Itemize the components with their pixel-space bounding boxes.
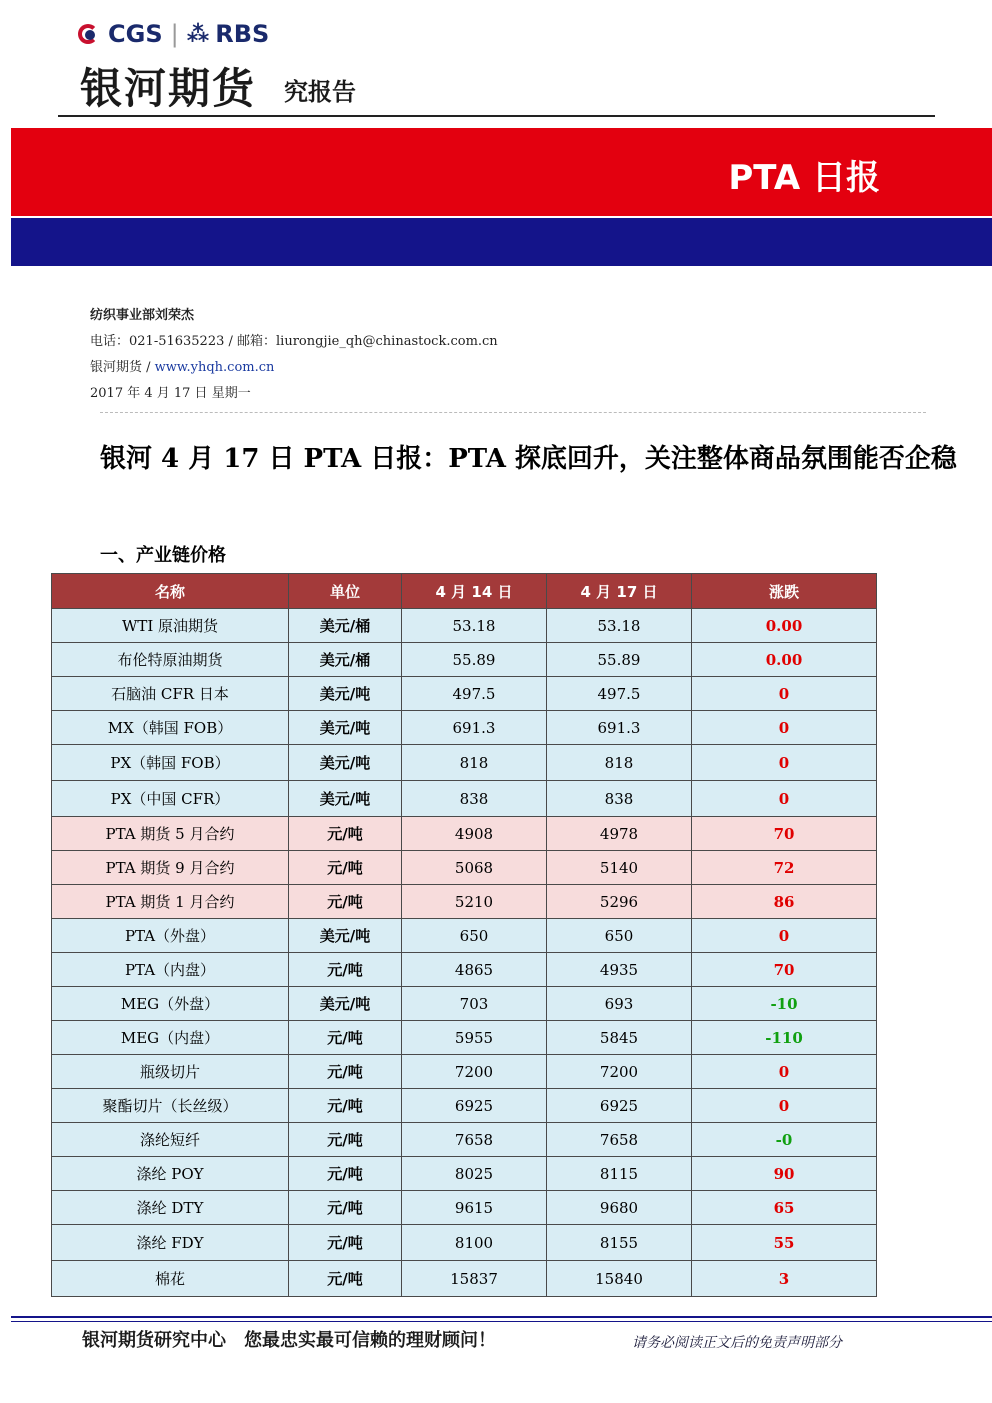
cell-date1: 4865 (402, 953, 547, 987)
cell-name: PTA 期货 9 月合约 (52, 851, 289, 885)
cell-date2: 691.3 (547, 711, 692, 745)
cell-date1: 7200 (402, 1055, 547, 1089)
cell-date2: 7658 (547, 1123, 692, 1157)
cell-change: 90 (692, 1157, 877, 1191)
cell-date2: 650 (547, 919, 692, 953)
footer-divider (11, 1316, 992, 1318)
cell-name: 涤纶 POY (52, 1157, 289, 1191)
cell-name: PX（中国 CFR） (52, 781, 289, 817)
footer-slogan: 银河期货研究中心 您最忠实最可信赖的理财顾问！ (82, 1330, 496, 1351)
cell-date1: 691.3 (402, 711, 547, 745)
cell-unit: 美元/吨 (289, 677, 402, 711)
cell-change: 55 (692, 1225, 877, 1261)
cell-date2: 9680 (547, 1191, 692, 1225)
cell-change: 70 (692, 953, 877, 987)
cell-date1: 5068 (402, 851, 547, 885)
cell-unit: 元/吨 (289, 817, 402, 851)
cell-unit: 美元/吨 (289, 987, 402, 1021)
cell-date1: 650 (402, 919, 547, 953)
footer-disclaimer: 请务必阅读正文后的免责声明部分 (632, 1335, 842, 1351)
company-logo (78, 20, 269, 48)
cgs-logo-icon (78, 22, 102, 46)
cell-date1: 818 (402, 745, 547, 781)
table-row (52, 953, 877, 987)
cell-unit: 元/吨 (289, 851, 402, 885)
brand-name: 银河期货 (80, 64, 257, 113)
cell-unit: 元/吨 (289, 1123, 402, 1157)
cell-change: 0.00 (692, 643, 877, 677)
brand-subtitle: 究报告 (284, 78, 356, 106)
cell-change: 86 (692, 885, 877, 919)
cell-date1: 703 (402, 987, 547, 1021)
table-row (52, 677, 877, 711)
cell-name: 瓶级切片 (52, 1055, 289, 1089)
cell-unit: 元/吨 (289, 1261, 402, 1297)
table-row (52, 919, 877, 953)
cell-date1: 8100 (402, 1225, 547, 1261)
cell-name: MEG（外盘） (52, 987, 289, 1021)
cell-unit: 元/吨 (289, 885, 402, 919)
cell-date2: 693 (547, 987, 692, 1021)
table-row (52, 987, 877, 1021)
cell-date1: 497.5 (402, 677, 547, 711)
cell-unit: 美元/桶 (289, 609, 402, 643)
cell-date1: 838 (402, 781, 547, 817)
table-row (52, 643, 877, 677)
cell-change: -0 (692, 1123, 877, 1157)
cell-name: 石脑油 CFR 日本 (52, 677, 289, 711)
cell-change: 72 (692, 851, 877, 885)
cell-date2: 5140 (547, 851, 692, 885)
cell-unit: 美元/吨 (289, 745, 402, 781)
section-title: 一、产业链价格 (100, 545, 226, 566)
table-row (52, 745, 877, 781)
headline: 银河 4 月 17 日 PTA 日报：PTA 探底回升，关注整体商品氛围能否企稳 (100, 444, 957, 474)
price-table (51, 573, 877, 1297)
table-row (52, 609, 877, 643)
cell-date2: 8155 (547, 1225, 692, 1261)
cell-change: 0 (692, 1055, 877, 1089)
cell-name: MEG（内盘） (52, 1021, 289, 1055)
cell-name: 布伦特原油期货 (52, 643, 289, 677)
cell-change: 0 (692, 711, 877, 745)
cell-unit: 美元/吨 (289, 781, 402, 817)
author-contact: 电话：021-51635223 / 邮箱：liurongjie_qh@chinastock.com.cn (90, 334, 498, 349)
table-row (52, 1055, 877, 1089)
cell-change: 0 (692, 677, 877, 711)
cell-unit: 元/吨 (289, 1225, 402, 1261)
cell-unit: 元/吨 (289, 1089, 402, 1123)
cell-unit: 美元/吨 (289, 711, 402, 745)
rbs-logo-icon: ⁂ (186, 21, 210, 47)
table-row (52, 851, 877, 885)
footer-divider-thin (11, 1321, 992, 1322)
logo-separator: | (170, 20, 179, 48)
table-header-row (52, 574, 877, 609)
cell-change: 0 (692, 745, 877, 781)
cell-name: PTA 期货 5 月合约 (52, 817, 289, 851)
cell-date2: 838 (547, 781, 692, 817)
website-line (90, 356, 274, 375)
header-date2: 4 月 17 日 (547, 574, 692, 609)
header-divider (58, 115, 935, 117)
cell-date1: 9615 (402, 1191, 547, 1225)
logo-rbs-text: RBS (215, 20, 270, 48)
cell-name: PX（韩国 FOB） (52, 745, 289, 781)
table-row (52, 1225, 877, 1261)
table-row (52, 1261, 877, 1297)
cell-unit: 元/吨 (289, 1191, 402, 1225)
cell-date1: 6925 (402, 1089, 547, 1123)
cell-date2: 497.5 (547, 677, 692, 711)
cell-date2: 5845 (547, 1021, 692, 1055)
cell-date2: 818 (547, 745, 692, 781)
table-row (52, 711, 877, 745)
table-row (52, 1191, 877, 1225)
cell-date2: 5296 (547, 885, 692, 919)
cell-change: -10 (692, 987, 877, 1021)
cell-date1: 15837 (402, 1261, 547, 1297)
cell-name: 涤纶 FDY (52, 1225, 289, 1261)
header-change: 涨跌 (692, 574, 877, 609)
cell-date1: 55.89 (402, 643, 547, 677)
cell-name: 聚酯切片（长丝级） (52, 1089, 289, 1123)
table-row (52, 1021, 877, 1055)
cell-date2: 55.89 (547, 643, 692, 677)
cell-change: 0 (692, 781, 877, 817)
cell-name: PTA（内盘） (52, 953, 289, 987)
cell-change: 65 (692, 1191, 877, 1225)
website-prefix: 银河期货 / (90, 360, 155, 375)
header-name: 名称 (52, 574, 289, 609)
cell-change: 0 (692, 919, 877, 953)
cell-change: 0 (692, 1089, 877, 1123)
cell-date1: 8025 (402, 1157, 547, 1191)
author-dept: 纺织事业部刘荣杰 (90, 308, 195, 323)
cell-date2: 8115 (547, 1157, 692, 1191)
cell-date1: 53.18 (402, 609, 547, 643)
cell-date2: 7200 (547, 1055, 692, 1089)
header-date1: 4 月 14 日 (402, 574, 547, 609)
cell-date2: 6925 (547, 1089, 692, 1123)
cell-name: 棉花 (52, 1261, 289, 1297)
cell-change: 70 (692, 817, 877, 851)
cell-unit: 美元/桶 (289, 643, 402, 677)
table-row (52, 781, 877, 817)
cell-date2: 53.18 (547, 609, 692, 643)
cell-name: 涤纶短纤 (52, 1123, 289, 1157)
report-title: PTA 日报 (728, 158, 880, 198)
table-row (52, 1157, 877, 1191)
cell-date1: 5210 (402, 885, 547, 919)
cell-unit: 元/吨 (289, 1157, 402, 1191)
dashed-divider (100, 412, 926, 413)
cell-unit: 元/吨 (289, 1021, 402, 1055)
report-date: 2017 年 4 月 17 日 星期一 (90, 386, 251, 401)
cell-date1: 5955 (402, 1021, 547, 1055)
cell-unit: 美元/吨 (289, 919, 402, 953)
cell-date2: 4935 (547, 953, 692, 987)
cell-date1: 7658 (402, 1123, 547, 1157)
cell-change: 3 (692, 1261, 877, 1297)
blue-band (11, 218, 992, 266)
cell-name: WTI 原油期货 (52, 609, 289, 643)
cell-unit: 元/吨 (289, 1055, 402, 1089)
cell-name: 涤纶 DTY (52, 1191, 289, 1225)
cell-date2: 15840 (547, 1261, 692, 1297)
header-unit: 单位 (289, 574, 402, 609)
table-row (52, 1123, 877, 1157)
cell-name: PTA 期货 1 月合约 (52, 885, 289, 919)
cell-name: MX（韩国 FOB） (52, 711, 289, 745)
logo-cgs-text: CGS (108, 20, 163, 48)
table-row (52, 1089, 877, 1123)
cell-change: -110 (692, 1021, 877, 1055)
table-row (52, 817, 877, 851)
cell-change: 0.00 (692, 609, 877, 643)
website-link[interactable]: www.yhqh.com.cn (154, 360, 275, 375)
table-row (52, 885, 877, 919)
cell-name: PTA（外盘） (52, 919, 289, 953)
cell-date2: 4978 (547, 817, 692, 851)
cell-unit: 元/吨 (289, 953, 402, 987)
cell-date1: 4908 (402, 817, 547, 851)
